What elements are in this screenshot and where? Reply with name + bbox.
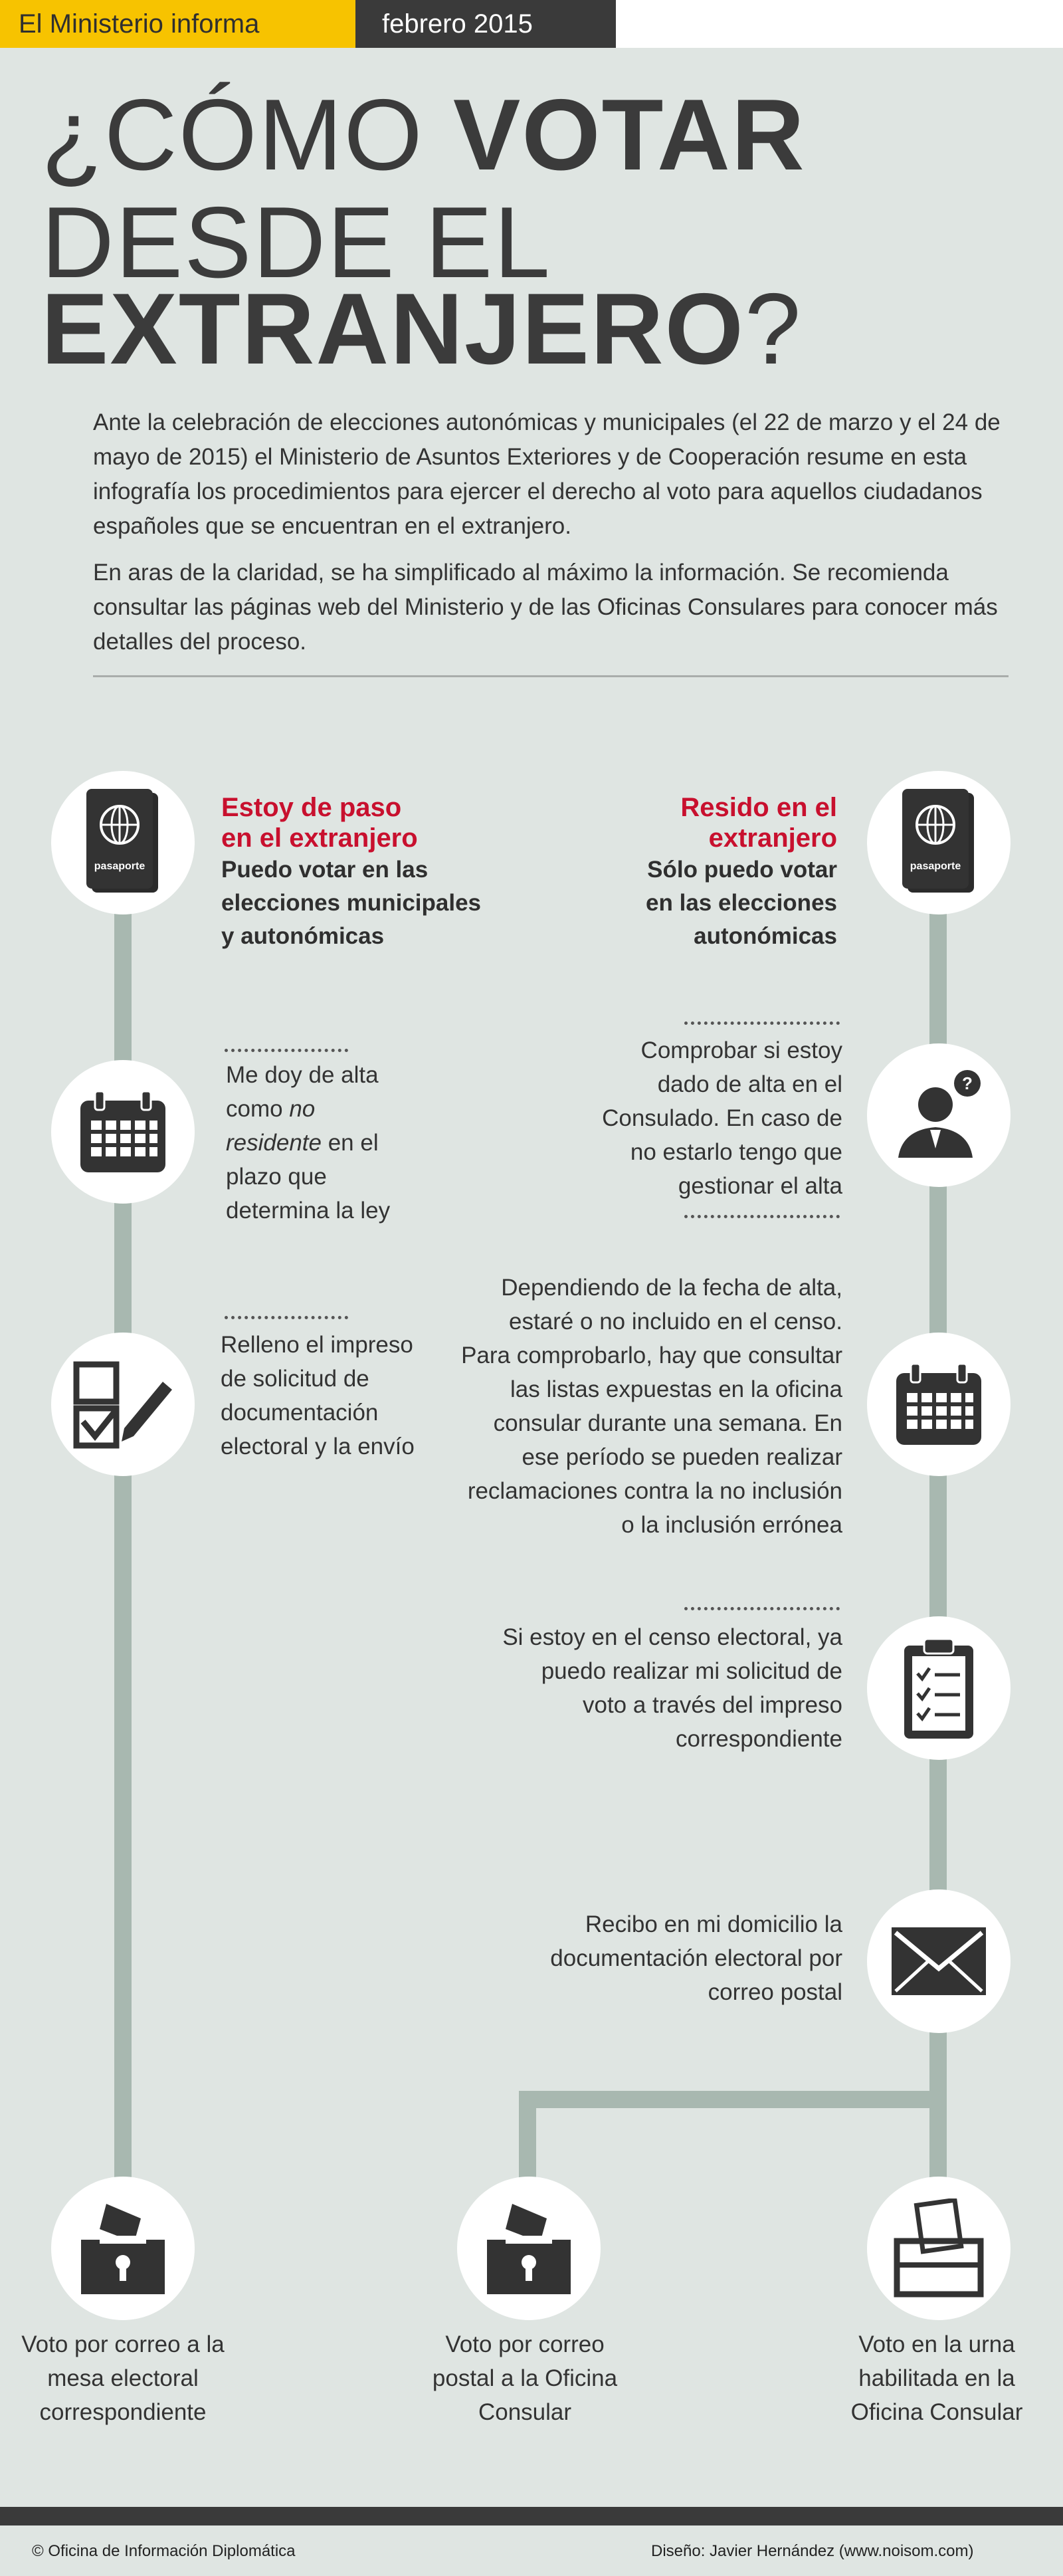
left-step-1: Me doy de alta como no residente en el plazo que determina la ley [226,1062,391,1224]
title-line-2: DESDE EL [41,186,551,299]
outcome-mail-to-polling-station: Voto por correo a la mesa electoral correspondiente [21,2331,225,2425]
branch-line [519,2091,947,2108]
outcome-mail-to-consulate: Voto por correo postal a la Oficina Consular [432,2331,618,2425]
svg-text:?: ? [962,1073,973,1093]
title-line-1: ¿CÓMO VOTAR [41,78,806,191]
ballot-box-lock-icon [51,2177,195,2320]
dotted-separator [684,1607,840,1610]
section-tag: El Ministerio informa [0,0,355,48]
footer-design-credit: Diseño: Javier Hernández (www.noisom.com) [651,2542,974,2560]
left-heading-red-2: en el extranjero [221,823,418,853]
right-subheading-2: en las elecciones [646,890,837,916]
ballot-box-icon [867,2177,1011,2320]
svg-text:pasaporte: pasaporte [910,861,961,872]
left-timeline-line [114,857,132,2200]
dotted-separator [225,1049,348,1052]
left-heading [221,792,500,953]
svg-text:pasaporte: pasaporte [94,861,145,872]
right-step-4: Recibo en mi domicilio la documentación electoral por correo postal [550,1911,842,2005]
right-heading [571,792,837,953]
person-question-icon [867,1043,1011,1187]
right-subheading-1: Sólo puedo votar [647,857,837,883]
right-heading-red-1: Resido en el [680,793,837,822]
passport-icon [51,771,195,914]
envelope-icon [867,1889,1011,2033]
dotted-separator [225,1316,348,1319]
right-step-2: Dependiendo de la fecha de alta, estaré o no incluido en el censo. Para comprobarlo, hay que consultar las listas expuestas en la oficina consular durante una semana. En ese período se pueden realizar reclamaciones contra la no inclusión o la inclusión errónea [461,1275,842,1538]
ballot-box-lock-icon [457,2177,601,2320]
clipboard-checklist-icon [867,1616,1011,1760]
left-step-2: Relleno el impreso de solicitud de documentación electoral y la envío [221,1332,415,1459]
left-subheading-3: y autonómicas [221,923,385,949]
dotted-separator [684,1021,840,1025]
right-subheading-3: autonómicas [694,923,837,949]
dotted-separator [684,1215,840,1218]
right-step-3: Si estoy en el censo electoral, ya puedo realizar mi solicitud de voto a través del impreso correspondiente [502,1624,842,1752]
outcome-ballot-at-consulate: Voto en la urna habilitada en la Oficina Consular [850,2331,1023,2425]
calendar-icon [867,1333,1011,1476]
footer-credit: © Oficina de Información Diplomática [32,2542,296,2560]
intro-paragraph-2: En aras de la claridad, se ha simplificado al máximo la información. Se recomienda consultar las páginas web del Ministerio y de las Oficinas Consulares para conocer más detalles del proceso. [93,560,998,655]
right-step-1: Comprobar si estoy dado de alta en el Consulado. En caso de no estarlo tengo que gestionar el alta [602,1037,842,1199]
left-heading-red-1: Estoy de paso [221,793,402,822]
left-subheading-1: Puedo votar en las [221,857,429,883]
footer-bar [0,2507,1063,2525]
divider [93,675,1009,677]
issue-date: febrero 2015 [355,0,616,48]
intro-paragraph-1: Ante la celebración de elecciones autonómicas y municipales (el 22 de marzo y el 24 de mayo de 2015) el Ministerio de Asuntos Exteriores y de Cooperación resume en esta infografía los procedimientos para ejercer el derecho al voto para aquellos ciudadanos españoles que se encuentran en el extranjero. [93,409,1001,539]
title-line-3: EXTRANJERO? [41,272,803,385]
right-heading-red-2: extranjero [708,823,837,853]
form-checkbox-pen-icon [51,1333,195,1476]
passport-icon [867,771,1011,914]
calendar-icon [51,1060,195,1204]
left-subheading-2: elecciones municipales [221,890,482,916]
